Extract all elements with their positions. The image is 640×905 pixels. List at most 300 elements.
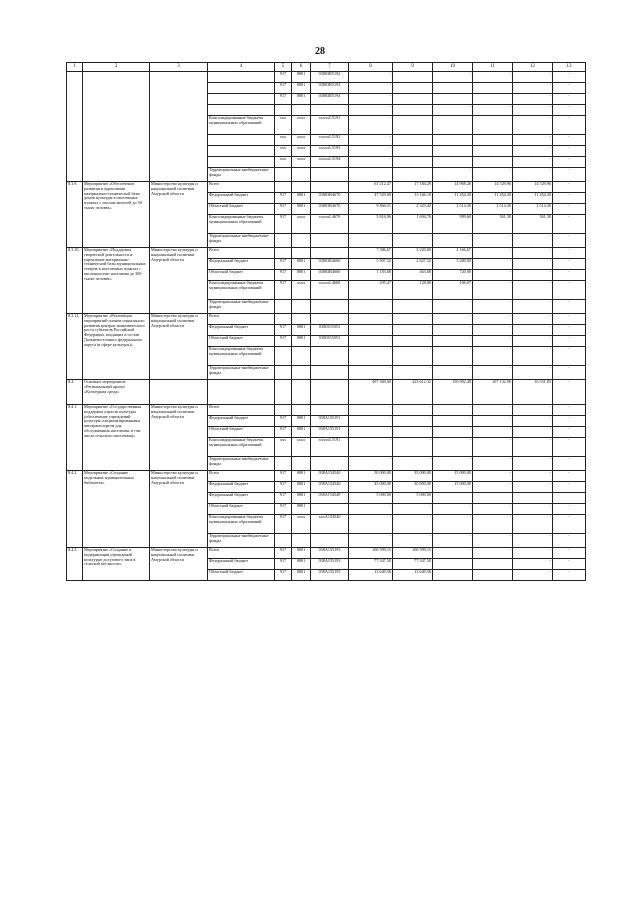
funding-source: Всего	[208, 182, 275, 193]
amount-cell: -	[513, 314, 553, 325]
amount-cell: -	[553, 416, 586, 427]
amount-cell: -	[513, 471, 553, 482]
amount-cell: -	[513, 366, 553, 380]
amount-cell	[433, 559, 473, 570]
amount-cell: -	[433, 336, 473, 347]
funding-source: Федеральный бюджет	[208, 416, 275, 427]
amount-cell: -	[349, 105, 393, 116]
funding-source: Всего	[208, 314, 275, 325]
amount-cell: -	[433, 534, 473, 548]
amount-cell: -	[433, 300, 473, 314]
amount-cell: -	[513, 300, 553, 314]
funding-source: Областной бюджет	[208, 270, 275, 281]
code-cell: 0801	[292, 559, 311, 570]
column-number: 7	[311, 63, 349, 72]
amount-cell: 45 000,00	[349, 482, 393, 493]
amount-cell: -	[473, 427, 513, 438]
funding-source: Консолидированные бюджеты муниципальных образований	[208, 438, 275, 457]
code-cell	[275, 380, 292, 405]
funding-source: Федеральный бюджет	[208, 493, 275, 504]
code-cell: ххх	[275, 146, 292, 157]
item-name: Мероприятие «Государственная поддержка отрасли культуры (обеспечение учреждений культуры специализированным автотранспортом для обслуживания населения, в том числе сельского населения)»	[83, 405, 150, 471]
amount-cell: -	[513, 504, 553, 515]
code-cell	[292, 314, 311, 325]
code-cell: хххх	[292, 438, 311, 457]
amount-cell: 2 514,36	[433, 204, 473, 215]
code-cell	[275, 182, 292, 193]
table-row	[67, 471, 586, 482]
code-cell: 0380355053	[311, 336, 349, 347]
item-number: 8.3.9.	[67, 182, 83, 248]
code-cell: 917	[275, 471, 292, 482]
amount-cell: -	[513, 515, 553, 534]
amount-cell: -	[473, 471, 513, 482]
amount-cell: -	[513, 157, 553, 168]
amount-cell: 3 816,96	[349, 215, 393, 234]
code-cell	[275, 366, 292, 380]
amount-cell: -	[349, 300, 393, 314]
code-cell: 917	[275, 504, 292, 515]
code-cell: 038A155191	[311, 427, 349, 438]
code-cell: хххх	[292, 146, 311, 157]
amount-cell: 2 514,36	[473, 204, 513, 215]
amount-cell: -	[553, 83, 586, 94]
amount-cell	[433, 157, 473, 168]
amount-cell: -	[473, 270, 513, 281]
amount-cell: -	[513, 116, 553, 135]
code-cell	[292, 248, 311, 259]
amount-cell: -	[513, 259, 553, 270]
code-cell	[311, 248, 349, 259]
amount-cell: -	[553, 204, 586, 215]
code-cell	[275, 248, 292, 259]
amount-cell	[473, 116, 513, 135]
amount-cell: 463,68	[393, 270, 433, 281]
amount-cell: -	[513, 336, 553, 347]
amount-cell: -	[433, 504, 473, 515]
funding-source: Областной бюджет	[208, 570, 275, 581]
amount-cell: -	[433, 438, 473, 457]
code-cell	[275, 234, 292, 248]
amount-cell: -	[513, 105, 553, 116]
amount-cell: -	[473, 405, 513, 416]
amount-cell: 61 212,47	[349, 182, 393, 193]
code-cell: 917	[275, 72, 292, 83]
code-cell: 03803R4670	[311, 193, 349, 204]
code-cell	[275, 168, 292, 182]
amount-cell: 2 514,36	[513, 204, 553, 215]
amount-cell: -	[553, 471, 586, 482]
amount-cell: -	[553, 116, 586, 135]
amount-cell: -	[393, 234, 433, 248]
code-cell: ххххxL5191	[311, 116, 349, 135]
amount-cell: -	[473, 105, 513, 116]
code-cell: 038A155193	[311, 548, 349, 559]
item-executor: Министерство культуры и национальной политики Амурской области	[150, 314, 208, 380]
funding-source: Федеральный бюджет	[208, 325, 275, 336]
column-number: 3	[150, 63, 208, 72]
amount-cell	[393, 72, 433, 83]
funding-source	[208, 135, 275, 146]
amount-cell: -	[473, 438, 513, 457]
code-cell	[311, 347, 349, 366]
amount-cell: -	[553, 504, 586, 515]
code-cell: 038A155191	[311, 416, 349, 427]
amount-cell: -	[553, 482, 586, 493]
amount-cell: -	[349, 534, 393, 548]
amount-cell: -	[553, 270, 586, 281]
amount-cell: -	[513, 438, 553, 457]
amount-cell	[433, 116, 473, 135]
amount-cell: -	[553, 515, 586, 534]
amount-cell: -	[349, 83, 393, 94]
code-cell: 917	[275, 570, 292, 581]
amount-cell: 100 599,15	[393, 548, 433, 559]
amount-cell: -	[553, 570, 586, 581]
amount-cell: 295,47	[349, 281, 393, 300]
column-number: 2	[83, 63, 150, 72]
funding-source: Всего	[208, 405, 275, 416]
code-cell: 03803R5193	[311, 83, 349, 94]
code-cell	[311, 182, 349, 193]
amount-cell: 1 694,76	[393, 215, 433, 234]
amount-cell: 107 132,96	[473, 380, 513, 405]
code-cell: 038A154540	[311, 471, 349, 482]
amount-cell: -	[513, 559, 553, 570]
code-cell: хххх	[292, 281, 311, 300]
amount-cell	[393, 168, 433, 182]
amount-cell: -	[473, 300, 513, 314]
amount-cell: -	[433, 427, 473, 438]
amount-cell: 5 000,00	[393, 493, 433, 504]
amount-cell: -	[349, 515, 393, 534]
amount-cell	[433, 135, 473, 146]
amount-cell: -	[473, 234, 513, 248]
item-name: Мероприятие «Поддержка творческой деятельности и укрепление материально-технической базы муниципальных театров в населенных пунктах с численностью населения до 300 тысяч человек»	[83, 248, 150, 314]
amount-cell: 100 599,15	[349, 548, 393, 559]
amount-cell: 14 529,96	[473, 182, 513, 193]
amount-cell: 35 000,00	[393, 471, 433, 482]
code-cell: 917	[275, 482, 292, 493]
amount-cell: -	[349, 336, 393, 347]
funding-source: Областной бюджет	[208, 504, 275, 515]
amount-cell: -	[349, 234, 393, 248]
amount-cell: -	[473, 248, 513, 259]
code-cell	[275, 300, 292, 314]
amount-cell: 720,00	[433, 270, 473, 281]
funding-source	[208, 83, 275, 94]
funding-source: Областной бюджет	[208, 427, 275, 438]
amount-cell	[433, 83, 473, 94]
amount-cell: 14 968,26	[433, 182, 473, 193]
code-cell: ххх	[275, 438, 292, 457]
amount-cell: -	[393, 314, 433, 325]
funding-source: Федеральный бюджет	[208, 482, 275, 493]
amount-cell	[553, 493, 586, 504]
amount-cell: -	[553, 215, 586, 234]
amount-cell: -	[349, 314, 393, 325]
item-name: Мероприятие «Создание и модернизация учреждений культурно-досугового типа в сельской местности»	[83, 548, 150, 581]
funding-source: Территориальные внебюджетные фонды	[208, 168, 275, 182]
amount-cell: -	[433, 548, 473, 559]
code-cell: 917	[275, 259, 292, 270]
code-cell	[311, 504, 349, 515]
code-cell: 038A154540	[311, 482, 349, 493]
code-cell	[311, 534, 349, 548]
item-number: 8.4.3.	[67, 548, 83, 581]
funding-source: Всего	[208, 248, 275, 259]
amount-cell: -	[513, 347, 553, 366]
amount-cell: -	[433, 515, 473, 534]
funding-source	[208, 72, 275, 83]
code-cell: хххх	[292, 135, 311, 146]
item-name: Мероприятие «Создание модельных муниципальных библиотек»	[83, 471, 150, 548]
amount-cell: -	[393, 325, 433, 336]
code-cell: 0801	[292, 548, 311, 559]
amount-cell: -	[433, 325, 473, 336]
code-cell: 917	[275, 493, 292, 504]
funding-source: Территориальные внебюджетные фонды	[208, 534, 275, 548]
code-cell: 917	[275, 548, 292, 559]
amount-cell: -	[473, 366, 513, 380]
amount-cell: -	[513, 135, 553, 146]
amount-cell: -	[349, 116, 393, 135]
amount-cell: 3 280,00	[433, 259, 473, 270]
amount-cell: -	[393, 504, 433, 515]
code-cell: 0801	[292, 94, 311, 105]
item-name: Мероприятие «Обеспечение развития и укрепления материально-технической базы домов культуры в населенных пунктах с числом жителей до 50 тысяч человек»	[83, 182, 150, 248]
code-cell: 917	[275, 281, 292, 300]
amount-cell: -	[553, 146, 586, 157]
item-number: 8.3.10.	[67, 248, 83, 314]
amount-cell	[393, 135, 433, 146]
code-cell: 038A155193	[311, 559, 349, 570]
amount-cell: -	[553, 559, 586, 570]
column-number: 1	[67, 63, 83, 72]
amount-cell: -	[553, 281, 586, 300]
code-cell: 0801	[292, 427, 311, 438]
funding-source: Территориальные внебюджетные фонды	[208, 366, 275, 380]
funding-source	[208, 105, 275, 116]
amount-cell: -	[349, 438, 393, 457]
code-cell	[292, 182, 311, 193]
amount-cell: -	[513, 83, 553, 94]
amount-cell: 166,67	[433, 281, 473, 300]
amount-cell: 2 323,42	[393, 204, 433, 215]
column-number: 9	[393, 63, 433, 72]
amount-cell: -	[393, 515, 433, 534]
code-cell: 03803R4660	[311, 270, 349, 281]
funding-source: Всего	[208, 548, 275, 559]
amount-cell: -	[553, 94, 586, 105]
amount-cell: -	[473, 482, 513, 493]
amount-cell	[473, 146, 513, 157]
item-number: 8.4.1.	[67, 405, 83, 471]
amount-cell	[433, 146, 473, 157]
amount-cell: -	[393, 438, 433, 457]
amount-cell: -	[513, 325, 553, 336]
code-cell: 917	[275, 559, 292, 570]
amount-cell	[473, 83, 513, 94]
amount-cell: -	[349, 504, 393, 515]
code-cell: 0801	[292, 493, 311, 504]
amount-cell: 5 000,00	[349, 493, 393, 504]
amount-cell: -	[553, 135, 586, 146]
amount-cell: -	[393, 534, 433, 548]
code-cell: 0801	[292, 570, 311, 581]
funding-source: Консолидированные бюджеты муниципальных образований	[208, 116, 275, 135]
amount-cell: -	[433, 168, 473, 182]
amount-cell: -	[553, 105, 586, 116]
code-cell: 03803R4670	[311, 204, 349, 215]
amount-cell	[473, 135, 513, 146]
column-header-row	[67, 63, 586, 72]
code-cell	[292, 300, 311, 314]
amount-cell	[393, 105, 433, 116]
code-cell: ххх	[275, 135, 292, 146]
code-cell: 917	[275, 215, 292, 234]
code-cell: 917	[275, 416, 292, 427]
amount-cell: -	[349, 366, 393, 380]
amount-cell: -	[393, 405, 433, 416]
code-cell	[275, 405, 292, 416]
code-cell	[311, 366, 349, 380]
code-cell	[275, 347, 292, 366]
column-number: 13	[553, 63, 586, 72]
amount-cell: -	[349, 94, 393, 105]
amount-cell: -	[473, 457, 513, 471]
code-cell: 0801	[292, 416, 311, 427]
funding-source: Территориальные внебюджетные фонды	[208, 234, 275, 248]
code-cell	[311, 457, 349, 471]
code-cell	[292, 366, 311, 380]
amount-cell	[393, 83, 433, 94]
amount-cell: 13 166,10	[393, 193, 433, 204]
amount-cell	[473, 493, 513, 504]
item-executor: Министерство культуры и национальной политики Амурской области	[150, 248, 208, 314]
amount-cell: -	[349, 457, 393, 471]
budget-table	[66, 62, 586, 581]
code-cell: хххх	[292, 157, 311, 168]
amount-cell	[513, 493, 553, 504]
code-cell	[292, 234, 311, 248]
amount-cell: -	[553, 380, 586, 405]
amount-cell: 47 529,00	[349, 193, 393, 204]
code-cell: хххххL4660	[311, 281, 349, 300]
code-cell	[275, 314, 292, 325]
table-row	[67, 72, 586, 83]
amount-cell: -	[513, 94, 553, 105]
amount-cell: -	[433, 105, 473, 116]
code-cell: хххх	[292, 215, 311, 234]
code-cell: 0801	[292, 259, 311, 270]
amount-cell: -	[433, 457, 473, 471]
amount-cell	[349, 168, 393, 182]
amount-cell: -	[553, 457, 586, 471]
code-cell: 0801	[292, 193, 311, 204]
code-cell	[311, 105, 349, 116]
code-cell: 0801	[292, 325, 311, 336]
item-executor: Министерство культуры и национальной политики Амурской области	[150, 405, 208, 471]
funding-source	[208, 157, 275, 168]
amount-cell: -	[553, 259, 586, 270]
amount-cell: -	[473, 168, 513, 182]
amount-cell	[433, 493, 473, 504]
code-cell: 0801	[292, 471, 311, 482]
amount-cell: -	[513, 72, 553, 83]
code-cell: хххх	[292, 116, 311, 135]
item-executor: Министерство культуры и национальной политики Амурской области	[150, 471, 208, 548]
funding-source: Консолидированные бюджеты муниципальных образований	[208, 281, 275, 300]
amount-cell: 13 649,56	[393, 570, 433, 581]
amount-cell: -	[553, 325, 586, 336]
table-row	[67, 548, 586, 559]
funding-source: Консолидированные бюджеты муниципальных образований	[208, 347, 275, 366]
code-cell: 03803R4660	[311, 259, 349, 270]
amount-cell: -	[393, 300, 433, 314]
code-cell: хххх	[292, 515, 311, 534]
amount-cell: -	[553, 234, 586, 248]
amount-cell: -	[473, 336, 513, 347]
code-cell: 917	[275, 515, 292, 534]
amount-cell: -	[473, 504, 513, 515]
amount-cell: 15 000,00	[433, 482, 473, 493]
amount-cell: -	[393, 347, 433, 366]
amount-cell: -	[349, 135, 393, 146]
amount-cell: -	[349, 416, 393, 427]
code-cell: 0801	[292, 72, 311, 83]
amount-cell: 16 531,83	[513, 380, 553, 405]
column-number: 8	[349, 63, 393, 72]
amount-cell: 5 907,52	[349, 259, 393, 270]
amount-cell	[393, 116, 433, 135]
code-cell: 038A155193	[311, 570, 349, 581]
amount-cell: 223 612,32	[393, 380, 433, 405]
amount-cell: -	[553, 347, 586, 366]
amount-cell: -	[553, 193, 586, 204]
amount-cell: -	[553, 405, 586, 416]
amount-cell: -	[473, 72, 513, 83]
amount-cell: 14 529,96	[513, 182, 553, 193]
amount-cell: 30 000,00	[393, 482, 433, 493]
column-number: 12	[513, 63, 553, 72]
funding-source: Федеральный бюджет	[208, 259, 275, 270]
item-number: 8.4.	[67, 380, 83, 405]
amount-cell: -	[513, 248, 553, 259]
amount-cell	[473, 94, 513, 105]
code-cell: 917	[275, 193, 292, 204]
code-cell: 917	[275, 83, 292, 94]
amount-cell: -	[349, 146, 393, 157]
amount-cell: -	[433, 416, 473, 427]
funding-source: Федеральный бюджет	[208, 559, 275, 570]
code-cell	[292, 347, 311, 366]
amount-cell: -	[553, 548, 586, 559]
amount-cell: -	[473, 347, 513, 366]
amount-cell: -	[513, 534, 553, 548]
amount-cell: -	[553, 248, 586, 259]
amount-cell: -	[513, 405, 553, 416]
amount-cell: -	[553, 168, 586, 182]
item-executor: Министерство культуры и национальной политики Амурской области	[150, 182, 208, 248]
amount-cell: -	[553, 300, 586, 314]
code-cell	[275, 457, 292, 471]
code-cell	[292, 168, 311, 182]
table-row	[67, 182, 586, 193]
amount-cell	[473, 570, 513, 581]
amount-cell: 497 369,60	[349, 380, 393, 405]
funding-source: Территориальные внебюджетные фонды	[208, 300, 275, 314]
